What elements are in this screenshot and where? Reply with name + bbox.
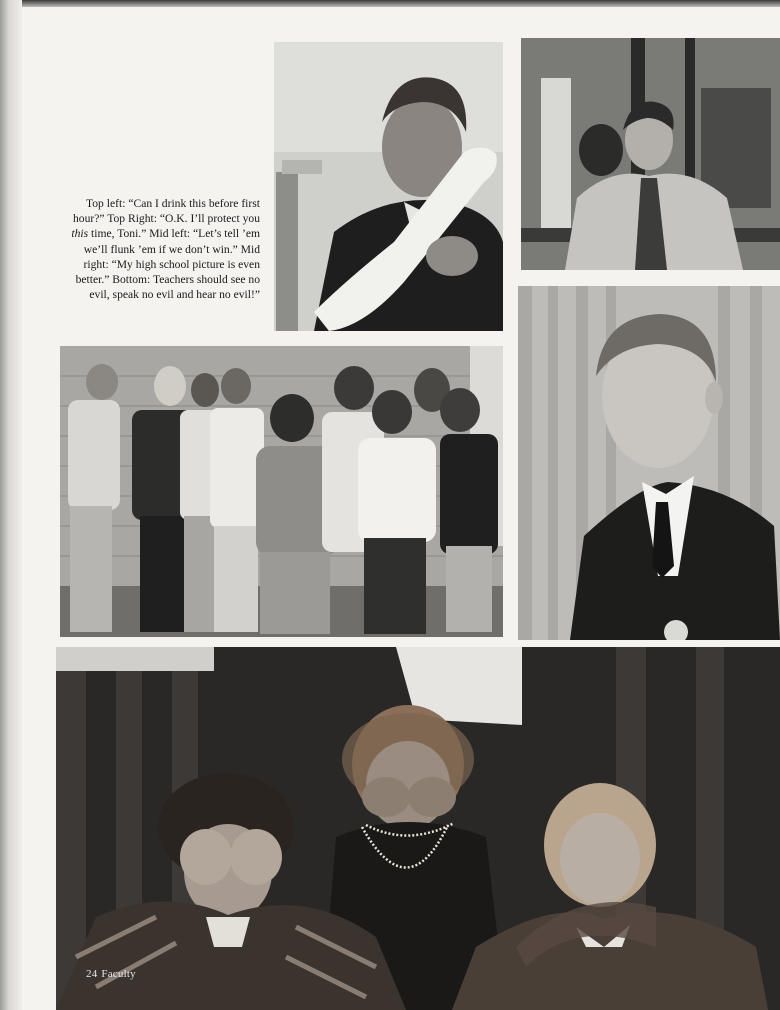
photo-bottom	[56, 647, 780, 1010]
caption-text-part2: time, Toni.” Mid left: “Let’s tell ’em we’ll flunk ’em if we don’t win.” Mid right: “My high school picture is even better.” Bottom: Teachers should see no evil, speak no evil and hear no evil!”	[75, 227, 260, 302]
page-folio	[86, 968, 140, 980]
binding-spine	[0, 0, 22, 1010]
page-top-edge	[0, 0, 780, 7]
section-name: Faculty	[101, 968, 136, 980]
caption-emphasis: this	[71, 227, 89, 241]
photo-top-right	[521, 38, 780, 270]
photo-mid-left	[60, 346, 503, 637]
photo-caption	[62, 196, 260, 302]
page-number: 24	[86, 968, 98, 980]
photo-mid-right	[518, 286, 780, 640]
caption-text-part1: Top left: “Can I drink this before first hour?” Top Right: “O.K. I’ll protect you	[72, 197, 260, 226]
photo-top-left	[274, 42, 503, 331]
